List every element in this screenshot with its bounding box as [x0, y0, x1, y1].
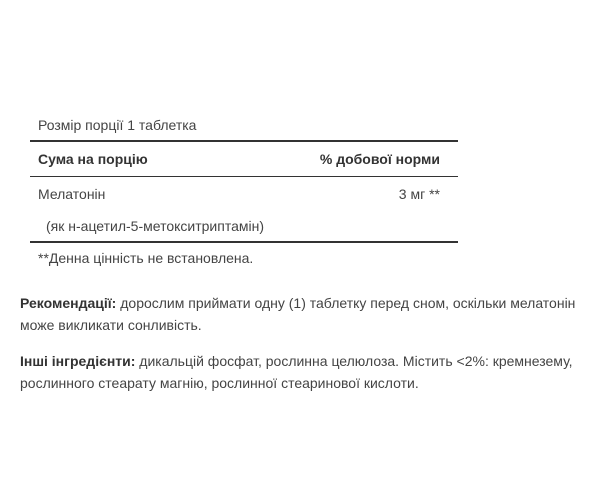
serving-size-text: Розмір порції 1 таблетка — [38, 117, 197, 133]
nutrient-amount: 3 мг ** — [398, 186, 440, 202]
other-ingredients-paragraph — [20, 350, 580, 394]
other-ingredients-label: Інші інгредієнти: — [20, 353, 136, 369]
footnote: **Денна цінність не встановлена. — [38, 250, 254, 266]
nutrient-row — [30, 177, 458, 211]
nutrient-name: Мелатонін — [38, 186, 106, 202]
recommendations-label: Рекомендації: — [20, 295, 117, 311]
table-header-row — [30, 142, 458, 176]
nutrient-note: (як н-ацетил-5-метокситриптамін) — [46, 218, 264, 234]
daily-value-header: % добової норми — [319, 151, 440, 167]
amount-per-serving-header: Сума на порцію — [38, 151, 148, 167]
nutrient-note-row — [30, 211, 458, 241]
recommendations-paragraph — [20, 292, 580, 336]
supplement-facts-panel — [30, 110, 458, 273]
other-ingredients-text: дикальцій фосфат, рослинна целюлоза. Містить <2%: кремнезему, рослинного стеарату магнію, рослинної стеаринової кислоти. — [20, 353, 573, 391]
serving-size-row — [30, 110, 458, 140]
recommendations-text: дорослим приймати одну (1) таблетку перед сном, оскільки мелатонін може викликати сонливість. — [20, 295, 576, 333]
